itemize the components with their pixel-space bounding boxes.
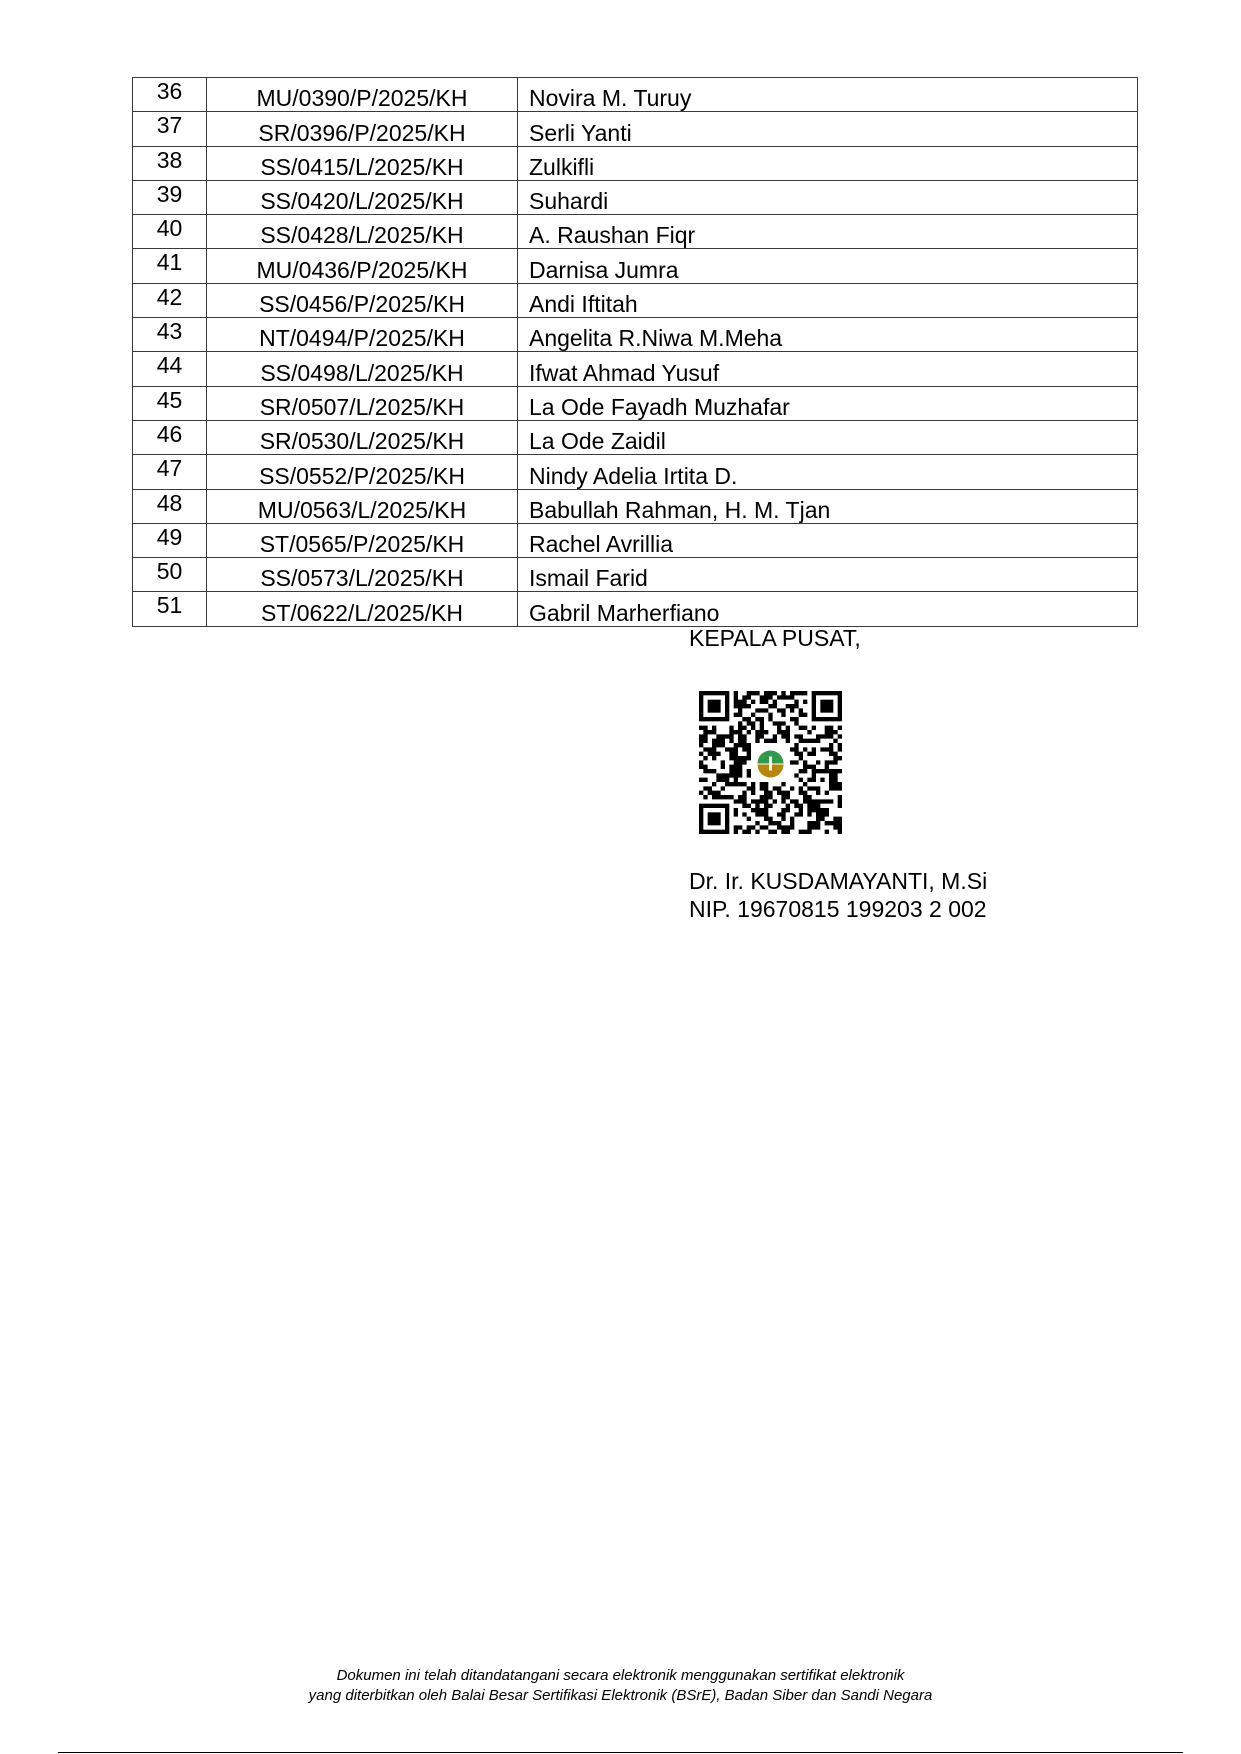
participant-name-cell	[518, 180, 1138, 214]
table-row	[133, 352, 1138, 386]
signatory-nip: NIP. 19670815 199203 2 002	[689, 896, 987, 922]
table-row	[133, 318, 1138, 352]
registration-code: SS/0415/L/2025/KH	[260, 153, 464, 180]
registration-code-cell	[207, 180, 518, 214]
registration-code-cell	[207, 283, 518, 317]
electronic-signature-note	[0, 1666, 1241, 1706]
row-number-cell	[133, 146, 207, 180]
participant-name: Angelita R.Niwa M.Meha	[529, 325, 783, 352]
registration-code-cell	[207, 215, 518, 249]
row-number: 41	[156, 249, 183, 276]
row-number: 37	[156, 112, 183, 139]
participant-name-cell	[518, 215, 1138, 249]
registration-code-cell	[207, 318, 518, 352]
participant-name: La Ode Zaidil	[529, 428, 666, 455]
table-row	[133, 215, 1138, 249]
table-row	[133, 78, 1138, 112]
participant-table	[132, 77, 1138, 627]
registration-code: ST/0622/L/2025/KH	[260, 599, 464, 626]
row-number-cell	[133, 249, 207, 283]
participant-name: Darnisa Jumra	[529, 256, 679, 283]
row-number-cell	[133, 78, 207, 112]
row-number-cell	[133, 215, 207, 249]
registration-code: SS/0428/L/2025/KH	[260, 222, 464, 249]
registration-code: SR/0507/L/2025/KH	[259, 393, 465, 420]
participant-name-cell	[518, 386, 1138, 420]
registration-code: SR/0396/P/2025/KH	[258, 119, 466, 146]
participant-table-body	[133, 78, 1138, 627]
table-row	[133, 455, 1138, 489]
row-number: 42	[156, 283, 183, 310]
table-row	[133, 523, 1138, 557]
participant-name: Rachel Avrillia	[529, 531, 674, 558]
registration-code-cell	[207, 249, 518, 283]
row-number: 36	[156, 78, 183, 104]
table-row	[133, 180, 1138, 214]
registration-code: NT/0494/P/2025/KH	[259, 325, 465, 352]
footer-note-line-2: yang diterbitkan oleh Balai Besar Sertifikasi Elektronik (BSrE), Badan Siber dan Sandi Negara	[308, 1687, 933, 1704]
row-number: 49	[156, 523, 183, 550]
participant-name: Zulkifli	[529, 153, 595, 180]
registration-code-cell	[207, 489, 518, 523]
signature-title: KEPALA PUSAT,	[689, 625, 861, 651]
footer-divider	[58, 1752, 1183, 1753]
participant-name: Serli Yanti	[529, 119, 632, 146]
participant-name-cell	[518, 352, 1138, 386]
row-number: 43	[156, 318, 183, 345]
row-number: 47	[156, 455, 183, 482]
participant-name: Nindy Adelia Irtita D.	[529, 462, 738, 489]
participant-name: Andi Iftitah	[529, 291, 638, 318]
registration-code: MU/0436/P/2025/KH	[256, 256, 468, 283]
registration-code: SS/0552/P/2025/KH	[259, 462, 465, 489]
registration-code-cell	[207, 455, 518, 489]
row-number-cell	[133, 352, 207, 386]
table-row	[133, 249, 1138, 283]
row-number: 40	[156, 215, 183, 242]
row-number-cell	[133, 592, 207, 626]
table-row	[133, 283, 1138, 317]
participant-name-cell	[518, 78, 1138, 112]
registration-code-cell	[207, 386, 518, 420]
participant-name: A. Raushan Fiqr	[529, 222, 696, 249]
row-number: 45	[156, 386, 183, 413]
row-number-cell	[133, 489, 207, 523]
table-row	[133, 558, 1138, 592]
registration-code: ST/0565/P/2025/KH	[259, 531, 465, 558]
registration-code: SS/0420/L/2025/KH	[260, 188, 464, 215]
row-number: 46	[156, 420, 183, 447]
participant-name-cell	[518, 318, 1138, 352]
row-number: 38	[156, 146, 183, 173]
row-number: 39	[156, 180, 183, 207]
participant-name: Ifwat Ahmad Yusuf	[529, 359, 720, 386]
table-row	[133, 420, 1138, 454]
participant-name: Ismail Farid	[529, 565, 648, 592]
registration-code-cell	[207, 420, 518, 454]
registration-code-cell	[207, 558, 518, 592]
participant-name-cell	[518, 249, 1138, 283]
registration-code-cell	[207, 352, 518, 386]
table-row	[133, 146, 1138, 180]
registration-code-cell	[207, 523, 518, 557]
registration-code: MU/0563/L/2025/KH	[257, 496, 467, 523]
row-number-cell	[133, 523, 207, 557]
row-number-cell	[133, 112, 207, 146]
row-number: 50	[156, 558, 183, 585]
row-number: 44	[156, 352, 183, 379]
table-row	[133, 386, 1138, 420]
participant-name: Novira M. Turuy	[529, 85, 692, 112]
qr-code-icon	[699, 691, 842, 834]
registration-code-cell	[207, 78, 518, 112]
row-number-cell	[133, 420, 207, 454]
registration-code-cell	[207, 146, 518, 180]
participant-name-cell	[518, 146, 1138, 180]
row-number-cell	[133, 283, 207, 317]
participant-name-cell	[518, 283, 1138, 317]
participant-name: Gabril Marherfiano	[529, 599, 720, 626]
row-number-cell	[133, 558, 207, 592]
row-number: 51	[156, 592, 183, 619]
table-row	[133, 112, 1138, 146]
signatory-name: Dr. Ir. KUSDAMAYANTI, M.Si	[689, 868, 988, 894]
participant-name-cell	[518, 112, 1138, 146]
participant-name: La Ode Fayadh Muzhafar	[529, 393, 790, 420]
registration-code-cell	[207, 112, 518, 146]
row-number-cell	[133, 455, 207, 489]
registration-code: SR/0530/L/2025/KH	[259, 428, 465, 455]
participant-name-cell	[518, 489, 1138, 523]
row-number-cell	[133, 318, 207, 352]
participant-name-cell	[518, 523, 1138, 557]
table-row	[133, 489, 1138, 523]
row-number: 48	[156, 489, 183, 516]
registration-code: SS/0456/P/2025/KH	[259, 291, 465, 318]
registration-code: SS/0498/L/2025/KH	[260, 359, 464, 386]
participant-name: Babullah Rahman, H. M. Tjan	[529, 496, 831, 523]
participant-name-cell	[518, 455, 1138, 489]
participant-name-cell	[518, 420, 1138, 454]
signature-block	[689, 622, 1109, 923]
registration-code-cell	[207, 592, 518, 626]
row-number-cell	[133, 180, 207, 214]
registration-code: MU/0390/P/2025/KH	[256, 85, 468, 112]
registration-code: SS/0573/L/2025/KH	[260, 565, 464, 592]
participant-name: Suhardi	[529, 188, 609, 215]
footer-note-line-1: Dokumen ini telah ditandatangani secara elektronik menggunakan sertifikat elektronik	[336, 1667, 905, 1684]
row-number-cell	[133, 386, 207, 420]
participant-name-cell	[518, 558, 1138, 592]
